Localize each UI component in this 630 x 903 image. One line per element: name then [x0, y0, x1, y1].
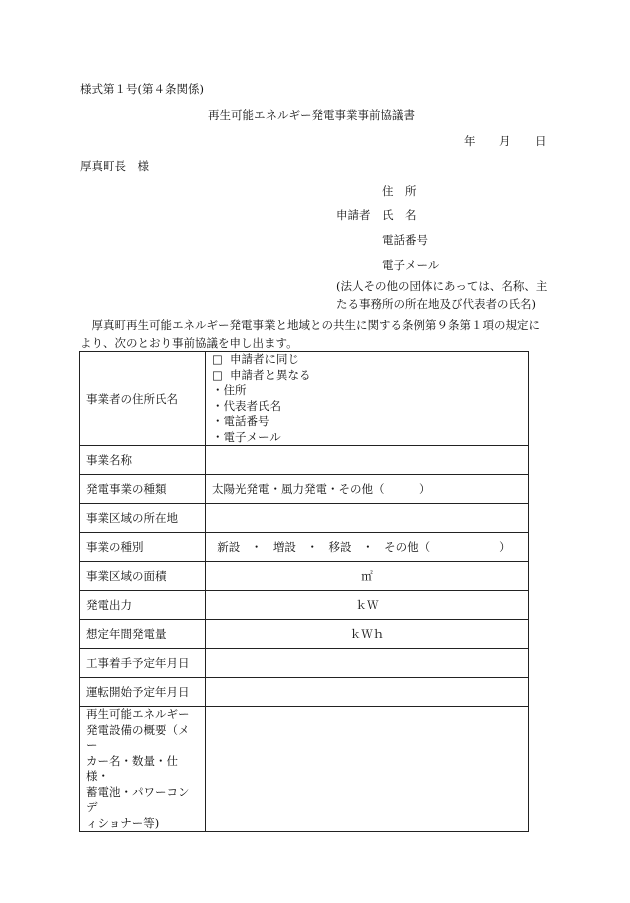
applicant-note-line-2: たる事務所の所在地及び代表者の氏名) — [336, 297, 536, 311]
project-area-size-value[interactable] — [206, 562, 529, 591]
addressee: 厚真町長 様 — [80, 159, 149, 173]
table-row-project-area-size — [80, 562, 529, 591]
table-row-project-area-location — [80, 504, 529, 533]
option-same-as-applicant[interactable] — [212, 352, 522, 368]
applicant-phone-label: 電話番号 — [382, 233, 428, 247]
equipment-overview-label-line: 発電設備の概要（メー — [86, 722, 190, 752]
operator-label: 事業者の住所氏名 — [80, 352, 206, 446]
checkbox-icon[interactable]: □ — [212, 367, 223, 382]
project-category-label: 事業の種別 — [80, 533, 206, 562]
construction-start-value[interactable] — [206, 649, 529, 678]
operation-start-label: 運転開始予定年月日 — [80, 678, 206, 707]
table-row-equipment-overview — [80, 707, 529, 832]
project-name-value[interactable] — [206, 446, 529, 475]
equipment-overview-value[interactable] — [206, 707, 529, 832]
table-row-generation-type — [80, 475, 529, 504]
operator-item-phone: ・電話番号 — [212, 414, 270, 428]
table-row-annual-generation — [80, 620, 529, 649]
output-unit: ｋＷ — [355, 598, 379, 612]
consultation-form-table — [79, 351, 529, 832]
category-option-relocation[interactable]: 移設 — [328, 540, 352, 554]
equipment-overview-label-line: カー名・数量・仕様・ — [86, 753, 178, 783]
equipment-overview-label-line: ィショナー等) — [86, 815, 160, 830]
table-row-operator — [80, 352, 529, 446]
annual-generation-unit: ｋＷｈ — [349, 627, 385, 641]
applicant-note-line-1: (法人その他の団体にあっては、名称、主 — [336, 279, 548, 293]
annual-generation-value[interactable] — [206, 620, 529, 649]
generation-type-value[interactable]: 太陽光発電・風力発電・その他（ ） — [206, 475, 529, 504]
project-area-location-value[interactable] — [206, 504, 529, 533]
document-title: 再生可能エネルギー発電事業事前協議書 — [208, 108, 415, 122]
intro-paragraph — [80, 316, 550, 352]
output-label: 発電出力 — [80, 591, 206, 620]
table-row-operation-start — [80, 678, 529, 707]
equipment-overview-label — [80, 707, 206, 832]
applicant-email-label: 電子メール — [382, 258, 440, 272]
project-name-label: 事業名称 — [80, 446, 206, 475]
category-separator: ・ — [362, 540, 374, 554]
project-area-size-label: 事業区域の面積 — [80, 562, 206, 591]
operator-value-cell — [206, 352, 529, 446]
category-option-other[interactable]: その他（ ） — [384, 540, 511, 554]
date-month-label: 月 — [499, 134, 511, 148]
output-value[interactable] — [206, 591, 529, 620]
intro-line-2: より、次のとおり事前協議を申し出ます。 — [80, 336, 298, 350]
category-option-new[interactable]: 新設 — [217, 540, 241, 554]
applicant-name-label: 氏 名 — [382, 208, 417, 222]
project-category-value[interactable] — [206, 533, 529, 562]
operator-item-email: ・電子メール — [212, 429, 281, 444]
table-row-project-name — [80, 446, 529, 475]
applicant-role-label: 申請者 — [336, 208, 371, 222]
equipment-overview-label-line: 再生可能エネルギー — [86, 707, 190, 721]
option-same-label: 申請者に同じ — [230, 352, 299, 366]
applicant-address-label: 住 所 — [382, 184, 417, 198]
generation-type-label: 発電事業の種類 — [80, 475, 206, 504]
area-unit: ㎡ — [361, 569, 373, 583]
form-number: 様式第１号(第４条関係) — [80, 82, 204, 96]
category-separator: ・ — [250, 540, 263, 554]
table-row-project-category — [80, 533, 529, 562]
operator-item-address: ・住所 — [212, 383, 247, 397]
construction-start-label: 工事着手予定年月日 — [80, 649, 206, 678]
category-separator: ・ — [306, 540, 318, 554]
table-row-construction-start — [80, 649, 529, 678]
annual-generation-label: 想定年間発電量 — [80, 620, 206, 649]
table-row-output — [80, 591, 529, 620]
checkbox-icon[interactable]: □ — [212, 352, 223, 366]
operation-start-value[interactable] — [206, 678, 529, 707]
category-option-expansion[interactable]: 増設 — [272, 540, 296, 554]
operator-item-representative: ・代表者氏名 — [212, 398, 281, 413]
equipment-overview-label-line: 蓄電池・パワーコンデ — [86, 784, 190, 814]
intro-line-1: 厚真町再生可能エネルギー発電事業と地域との共生に関する条例第９条第１項の規定に — [80, 318, 540, 332]
option-different-from-applicant[interactable] — [212, 368, 522, 384]
date-year-label: 年 — [464, 134, 476, 148]
project-area-location-label: 事業区域の所在地 — [80, 504, 206, 533]
date-day-label: 日 — [535, 134, 547, 148]
option-different-label: 申請者と異なる — [230, 367, 311, 382]
